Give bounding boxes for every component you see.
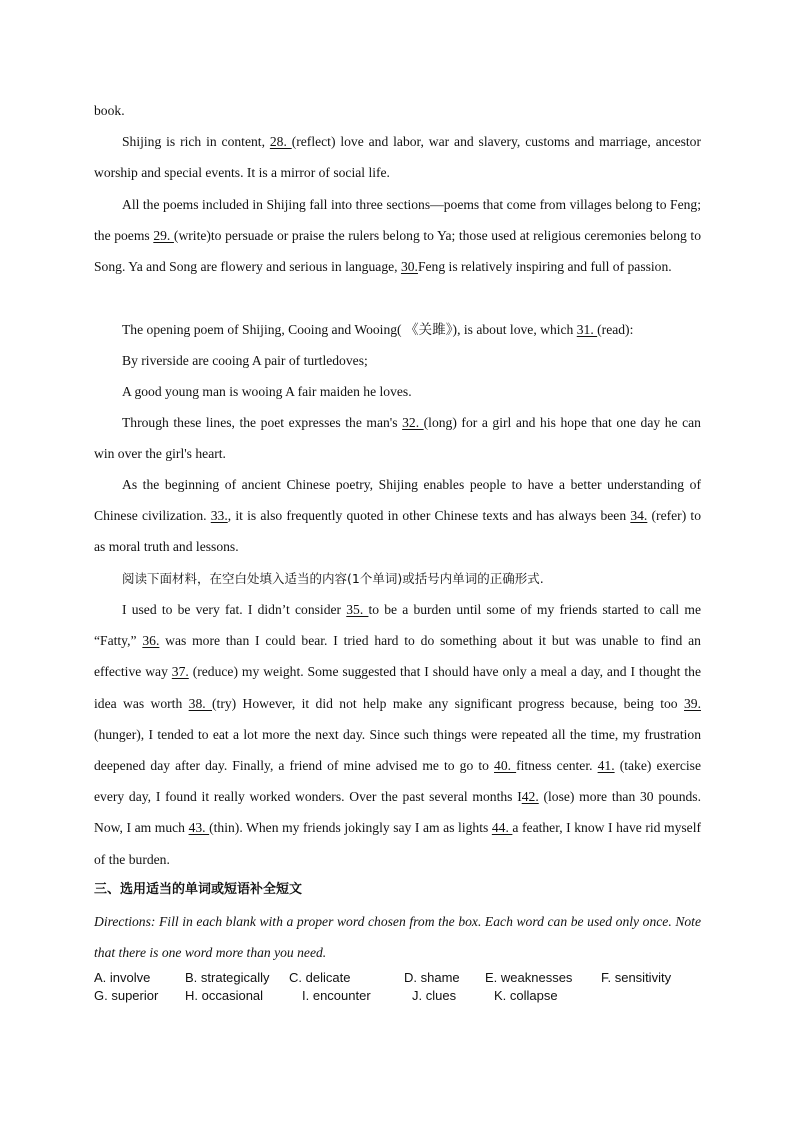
- answer-blank: 39.: [684, 695, 701, 711]
- text-run: Feng is relatively inspiring and full of passion.: [417, 259, 672, 275]
- paragraph-shijing-sections: [94, 189, 701, 283]
- word-option: J. clues: [412, 988, 457, 1003]
- answer-blank: 33.: [210, 508, 228, 524]
- paragraph-poet-expresses: [94, 407, 701, 469]
- text-run: Shijing is rich in content,: [122, 134, 270, 149]
- word-box-row-1: [0, 970, 793, 988]
- answer-blank: 32.: [402, 415, 424, 430]
- answer-blank: 43.: [188, 820, 210, 836]
- instruction-chinese: 阅读下面材料，在空白处填入适当的内容(1个单词)或括号内单词的正确形式.: [122, 571, 544, 586]
- text-run: The opening poem of Shijing, Cooing and Wooing( 《关雎》), is about love, which: [122, 322, 577, 337]
- text-run: Through these lines, the poet expresses the man's: [122, 415, 403, 430]
- paragraph-fragment: book.: [94, 103, 125, 118]
- word-option: B. strategically: [185, 970, 270, 985]
- text-run: (thin). When my friends jokingly say I am as lights: [209, 820, 492, 836]
- word-option: G. superior: [94, 988, 159, 1003]
- answer-blank: 28.: [269, 134, 292, 149]
- text-run: a feather, I know I have rid myself of the burden.: [94, 820, 702, 867]
- answer-blank: 42.: [521, 789, 539, 805]
- word-option: I. encounter: [302, 988, 371, 1003]
- poem-line-2: A good young man is wooing A fair maiden he loves.: [122, 384, 412, 399]
- text-run: (refer) to as moral truth and lessons.: [94, 508, 701, 555]
- text-run: All the poems included in Shijing fall into three sections—poems that come from villages belong to Feng; the poems: [94, 197, 701, 244]
- word-box-row-2: [0, 988, 793, 1006]
- answer-blank: 44.: [491, 820, 513, 836]
- poem-line-1: By riverside are cooing A pair of turtledoves;: [122, 353, 368, 368]
- paragraph-shijing-content: [94, 126, 701, 188]
- text-run: fitness center.: [516, 758, 598, 774]
- text-run: (reflect) love and labor, war and slavery, customs and marriage, ancestor worship and special events. It is a mirror of social life.: [94, 134, 701, 181]
- answer-blank: 37.: [171, 664, 189, 680]
- text-run: (lose) more than 30 pounds. Now, I am much: [94, 789, 701, 836]
- answer-blank: 31.: [576, 322, 598, 337]
- text-run: As the beginning of ancient Chinese poetry, Shijing enables people to have a better understanding of Chinese civilization.: [94, 477, 701, 524]
- word-option: E. weaknesses: [485, 970, 573, 985]
- text-run: (hunger), I tended to eat a lot more the next day. Since such things were repeated all the time, my frustration deepened day after day. Finally, a friend of mine advised me to go to: [94, 726, 701, 774]
- answer-blank: 35.: [346, 602, 369, 617]
- paragraph-chinese-poetry: [94, 469, 701, 563]
- word-option: H. occasional: [185, 988, 264, 1003]
- text-run: was more than I could bear. I tried hard to do something about it but was unable to find an effective way: [94, 633, 701, 680]
- text-run: (reduce) my weight. Some suggested that I should have only a meal a day, and I thought the idea was worth: [94, 664, 701, 711]
- answer-blank: 36.: [142, 633, 160, 649]
- text-run: (read):: [597, 322, 634, 337]
- directions-text: Directions: Fill in each blank with a proper word chosen from the box. Each word can be used only once. Note that there is one word more than you need.: [94, 914, 701, 961]
- answer-blank: 41.: [597, 758, 615, 774]
- word-option: A. involve: [94, 970, 151, 985]
- text-run: , it is also frequently quoted in other Chinese texts and has always been: [227, 508, 631, 524]
- section-heading: 三、选用适当的单词或短语补全短文: [94, 882, 303, 897]
- word-option: C. delicate: [289, 970, 351, 985]
- paragraph-fatty-story: [94, 594, 701, 875]
- text-run: (take) exercise every day, I found it really worked wonders. Over the past several months I: [94, 758, 701, 805]
- text-run: to be a burden until some of my friends started to call me “Fatty,”: [94, 602, 701, 649]
- paragraph-opening-poem: [94, 314, 701, 345]
- answer-blank: 30.: [400, 259, 418, 275]
- word-option: D. shame: [404, 970, 460, 985]
- text-run: (long) for a girl and his hope that one day he can win over the girl's heart.: [94, 415, 701, 462]
- answer-blank: 40.: [494, 758, 517, 774]
- answer-blank: 34.: [630, 508, 648, 524]
- word-option: F. sensitivity: [601, 970, 672, 985]
- answer-blank: 29.: [153, 228, 174, 244]
- text-run: (write)to persuade or praise the rulers belong to Ya; those used at religious ceremonies belong to Song. Ya and Song are flowery and serious in language,: [94, 228, 701, 275]
- word-option: K. collapse: [494, 988, 558, 1003]
- text-run: I used to be very fat. I didn’t consider: [122, 602, 347, 617]
- text-run: (try) However, it did not help make any significant progress because, being too: [212, 695, 684, 711]
- answer-blank: 38.: [188, 695, 213, 711]
